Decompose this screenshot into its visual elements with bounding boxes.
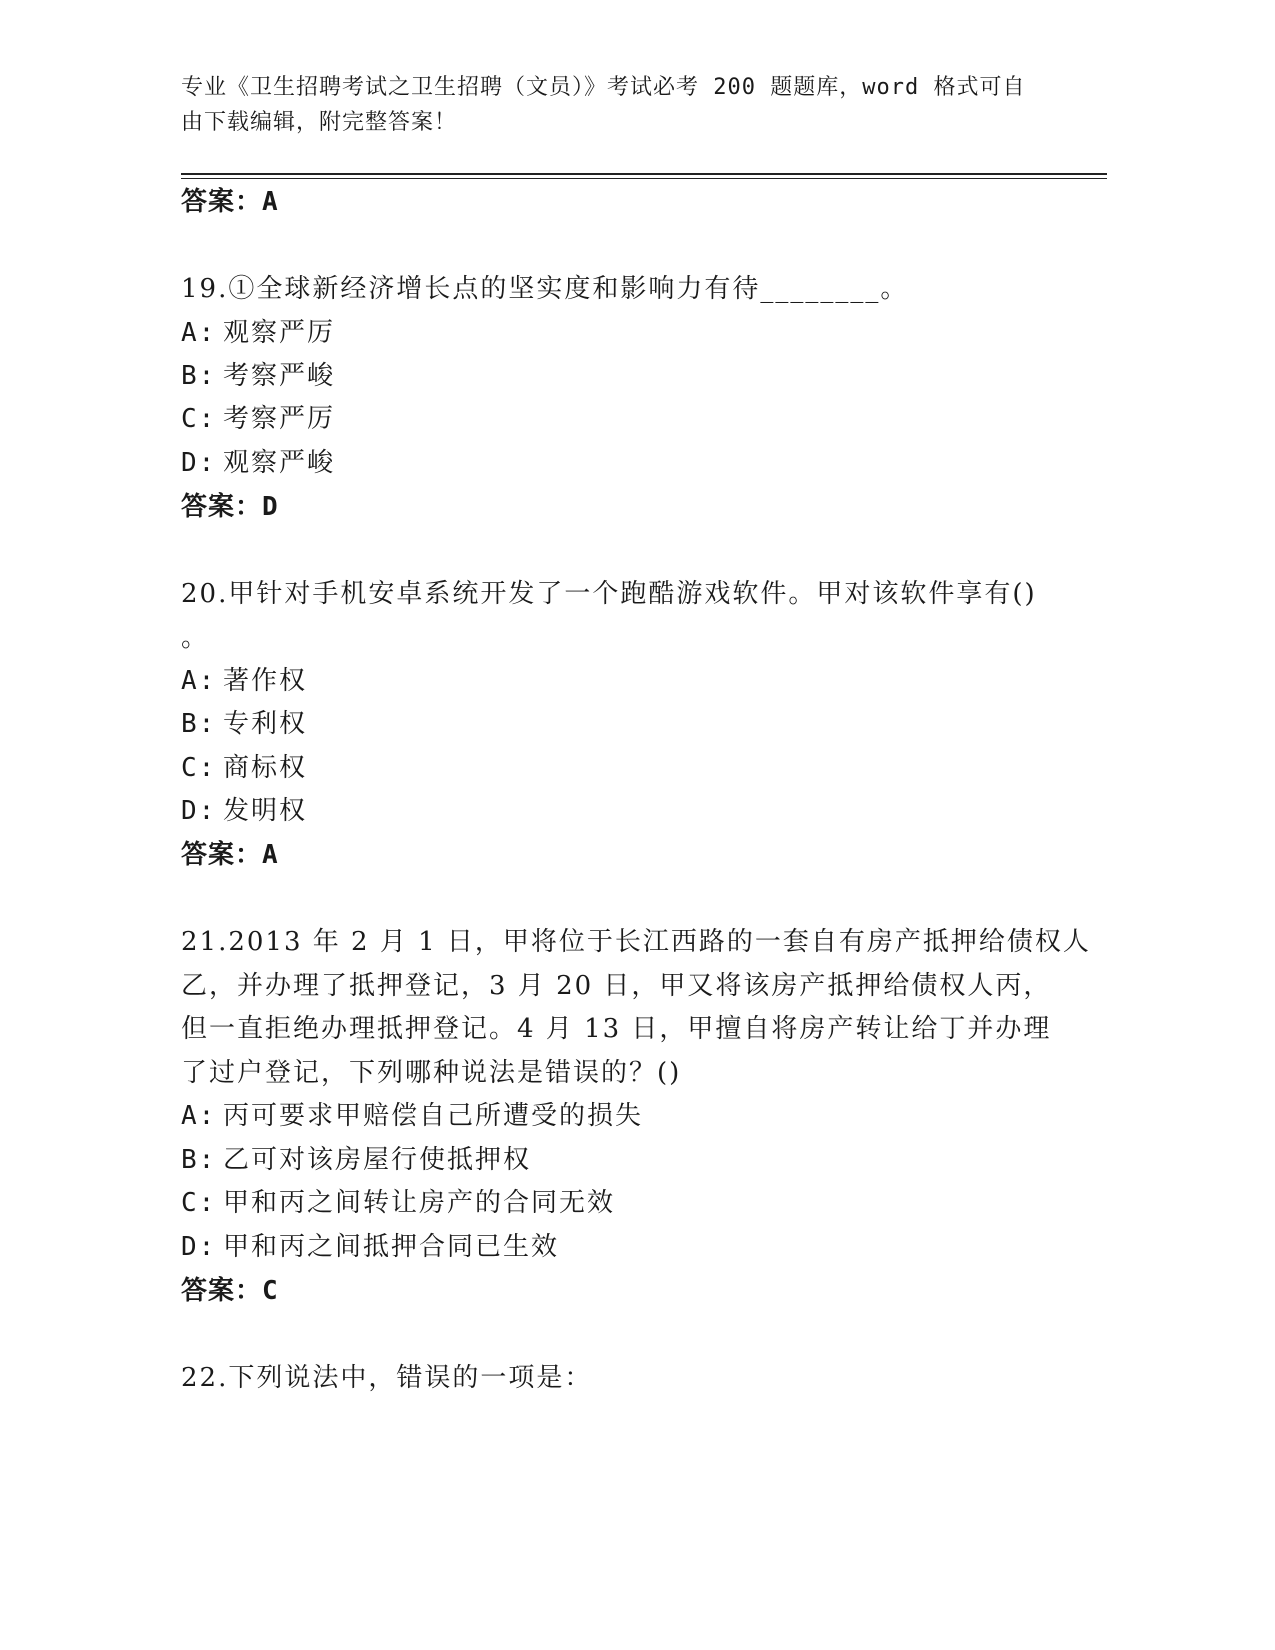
answer-q19: 答案：D — [181, 492, 279, 522]
question-21-stem-line-3: 但一直拒绝办理抵押登记。4 月 13 日，甲擅自将房产转让给丁并办理 — [181, 1014, 1052, 1044]
option-label: C: — [181, 404, 217, 434]
option-text: 著作权 — [223, 666, 308, 696]
question-19-option-d — [181, 447, 335, 479]
option-text: 丙可要求甲赔偿自己所遭受的损失 — [223, 1101, 644, 1131]
question-20-stem-line-2: 。 — [181, 623, 210, 653]
option-label: D: — [181, 448, 217, 478]
option-text: 甲和丙之间抵押合同已生效 — [223, 1232, 560, 1262]
question-21-option-d — [181, 1231, 559, 1263]
option-text: 考察严厉 — [223, 404, 336, 434]
document-header — [181, 70, 1061, 140]
option-label: D: — [181, 1232, 217, 1262]
question-20-option-b — [181, 708, 307, 740]
option-text: 商标权 — [223, 753, 308, 783]
answer-q20: 答案：A — [181, 840, 279, 870]
answer-q21: 答案：C — [181, 1276, 279, 1306]
question-19-option-c — [181, 403, 335, 435]
option-text: 专利权 — [223, 709, 308, 739]
question-20-stem-line-1: 20.甲针对手机安卓系统开发了一个跑酷游戏软件。甲对该软件享有() — [181, 579, 1037, 609]
option-label: D: — [181, 796, 217, 826]
option-label: A: — [181, 1101, 217, 1131]
header-line-1: 专业《卫生招聘考试之卫生招聘（文员）》考试必考 200 题题库，word 格式可自 — [181, 75, 1026, 100]
option-label: A: — [181, 318, 217, 348]
option-text: 甲和丙之间转让房产的合同无效 — [223, 1188, 616, 1218]
option-label: A: — [181, 666, 217, 696]
question-21-stem-line-2: 乙，并办理了抵押登记，3 月 20 日，甲又将该房产抵押给债权人丙， — [181, 971, 1052, 1001]
question-21-option-c — [181, 1187, 615, 1219]
option-label: B: — [181, 709, 217, 739]
header-rule-thin — [181, 178, 1107, 179]
option-text: 观察严厉 — [223, 318, 336, 348]
question-21-stem-line-4: 了过户登记，下列哪种说法是错误的？() — [181, 1058, 682, 1088]
question-19-option-b — [181, 360, 335, 392]
option-text: 观察严峻 — [223, 448, 336, 478]
option-text: 发明权 — [223, 796, 308, 826]
option-text: 考察严峻 — [223, 361, 336, 391]
header-rule-thick — [181, 173, 1107, 175]
question-21-option-b — [181, 1144, 531, 1176]
question-19-stem: 19.①全球新经济增长点的坚实度和影响力有待________。 — [181, 274, 909, 304]
question-20-option-a — [181, 665, 307, 697]
option-text: 乙可对该房屋行使抵押权 — [223, 1145, 532, 1175]
header-line-2: 由下载编辑，附完整答案！ — [181, 110, 458, 135]
answer-q18: 答案：A — [181, 187, 279, 217]
option-label: C: — [181, 753, 217, 783]
question-20-option-c — [181, 752, 307, 784]
question-20-option-d — [181, 795, 307, 827]
option-label: B: — [181, 1145, 217, 1175]
question-22-stem: 22.下列说法中，错误的一项是： — [181, 1363, 593, 1393]
option-label: B: — [181, 361, 217, 391]
question-19-option-a — [181, 317, 335, 349]
question-21-option-a — [181, 1100, 643, 1132]
option-label: C: — [181, 1188, 217, 1218]
question-21-stem-line-1: 21.2013 年 2 月 1 日，甲将位于长江西路的一套自有房产抵押给债权人 — [181, 927, 1091, 957]
